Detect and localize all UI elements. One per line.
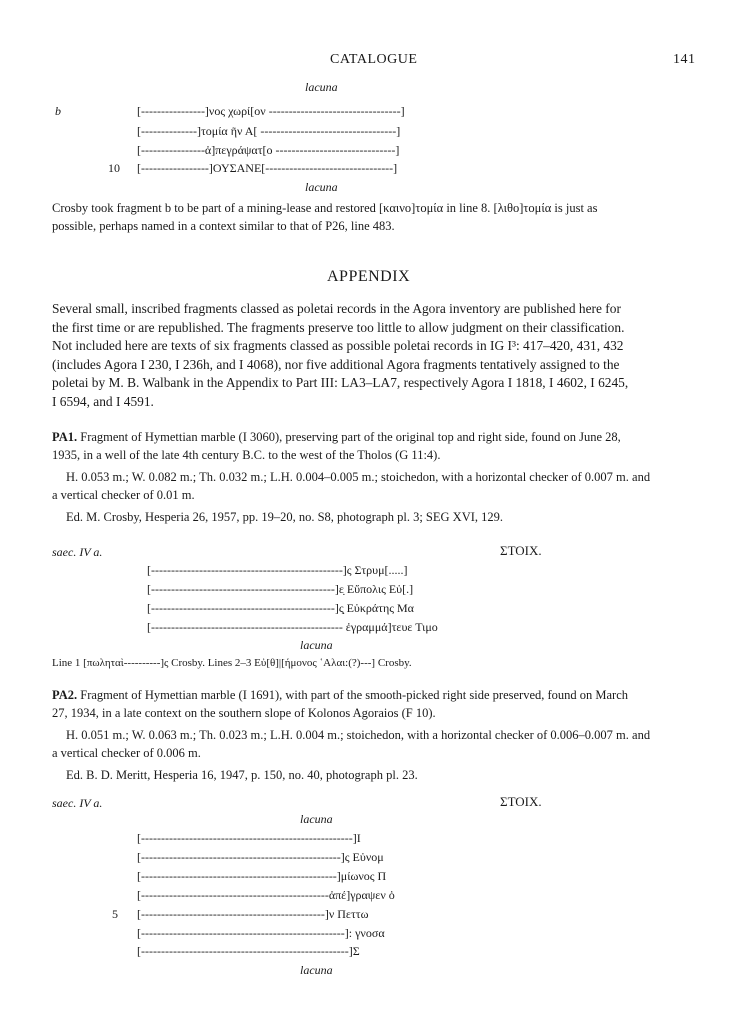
- page-number: 141: [673, 52, 696, 67]
- fragment-label: b: [55, 104, 61, 118]
- inscription-line: [---------------------------------------------------]: γνοσα: [137, 926, 385, 940]
- inscription-line: [----------------------------------------------]ν Πεττω: [137, 907, 369, 921]
- lacuna-label: lacuna: [305, 180, 338, 194]
- paragraph-line: (includes Agora I 230, I 236h, and I 4068), nor five additional Agora fragments tentatively assigned to the: [52, 356, 620, 372]
- paragraph-line: the first time or are republished. The fragments preserve too little to allow judgment on their classification.: [52, 319, 625, 335]
- dimensions: H. 0.053 m.; W. 0.082 m.; Th. 0.032 m.; L.H. 0.004–0.005 m.; stoichedon, with a horizontal checker of 0.007 m. and: [66, 470, 651, 484]
- paragraph-line: Several small, inscribed fragments classed as poletai records in the Agora inventory are published here for: [52, 301, 621, 316]
- stoichedon-label: ΣΤΟΙΧ.: [500, 543, 542, 558]
- entry-description: PA1. Fragment of Hymettian marble (I 3060), preserving part of the original top and right side, found on June 28,: [52, 430, 621, 444]
- lacuna-label: lacuna: [300, 638, 333, 652]
- stoichedon-label: ΣΤΟΙΧ.: [500, 794, 542, 809]
- dimensions: H. 0.051 m.; W. 0.063 m.; Th. 0.023 m.; L.H. 0.004 m.; stoichedon, with a horizontal checker of 0.006–0.007 m. and: [66, 728, 651, 742]
- line-number: 10: [108, 161, 120, 175]
- entry-description: PA2. Fragment of Hymettian marble (I 1691), with part of the smooth-picked right side preserved, found on March: [52, 688, 629, 702]
- inscription-line: [--------------]τομία ῆν Α[ ----------------------------------]: [137, 124, 401, 138]
- commentary-line: Crosby took fragment b to be part of a mining-lease and restored [καινο]τομία in line 8. [λιθο]τομία is just as: [52, 201, 598, 215]
- lacuna-label: lacuna: [300, 812, 333, 826]
- paragraph-line: poletai by M. B. Walbank in the Appendix to Part III: LA3–LA7, respectively Agora I 1818, I 4602, I 6245,: [52, 375, 629, 390]
- date-label: saec. IV a.: [52, 545, 103, 559]
- date-label: saec. IV a.: [52, 796, 103, 810]
- inscription-line: [-----------------------------------------------ἀπέ]γραψεν ὁ: [137, 888, 395, 902]
- dimensions: a vertical checker of 0.006 m.: [52, 746, 201, 760]
- inscription-line: [----------------------------------------------]ς̣ Εὐκράτης Μα: [147, 601, 414, 615]
- appendix-paragraph: [52, 300, 698, 411]
- inscription-line: [-----------------------------------------------------]Ι: [137, 831, 361, 845]
- line-number: 5: [112, 907, 118, 921]
- inscription-line: [----------------------------------------------------]Σ: [137, 944, 360, 958]
- inscription-line: [------------------------------------------------ ἐγραμμά]τευε Τιμο: [147, 620, 438, 634]
- entry-id: PA1.: [52, 430, 78, 444]
- section-title: APPENDIX: [327, 268, 411, 285]
- dimensions: a vertical checker of 0.01 m.: [52, 488, 195, 502]
- inscription-line: [-------------------------------------------------]μίωνος Π: [137, 869, 387, 883]
- inscription-line: [-----------------]ΟΥΣΑΝΕ[--------------------------------]: [137, 161, 398, 175]
- lacuna-label: lacuna: [305, 80, 338, 94]
- inscription-line: [------------------------------------------------]ς Στρυμ[.....]: [147, 563, 408, 577]
- paragraph-line: Not included here are texts of six fragments classed as possible poletai records in IG I³: 417–420, 431, 432: [52, 338, 624, 353]
- inscription-line: [----------------ἀ]πεγράψατ[ο ------------------------------]: [137, 143, 400, 157]
- inscription-line: [----------------------------------------------]ε̣ Εὔπολις Εὐ[.]: [147, 582, 414, 596]
- paragraph-line: I 6594, and I 4591.: [52, 393, 154, 409]
- entry-id: PA2.: [52, 688, 78, 702]
- inscription-line: [--------------------------------------------------]ς Εὐνομ: [137, 850, 384, 864]
- inscription-line: [----------------]νος χωρί[ον ---------------------------------]: [137, 104, 405, 118]
- apparatus: Line 1 [πωληταὶ----------]ς Crosby. Lines 2–3 Εὐ[θ]|[ήμονος ῾Αλαι:(?)---] Crosby.: [52, 657, 412, 669]
- running-head: CATALOGUE: [330, 52, 418, 67]
- edition: Ed. B. D. Meritt, Hesperia 16, 1947, p. 150, no. 40, photograph pl. 23.: [66, 768, 418, 782]
- lacuna-label: lacuna: [300, 963, 333, 977]
- commentary-line: possible, perhaps named in a context similar to that of P26, line 483.: [52, 219, 395, 233]
- entry-description: 1935, in a well of the late 4th century B.C. to the west of the Tholos (G 11:4).: [52, 448, 441, 462]
- entry-description: 27, 1934, in a late context on the southern slope of Kolonos Agoraios (F 10).: [52, 706, 436, 720]
- edition: Ed. M. Crosby, Hesperia 26, 1957, pp. 19–20, no. S8, photograph pl. 3; SEG XVI, 129.: [66, 510, 504, 524]
